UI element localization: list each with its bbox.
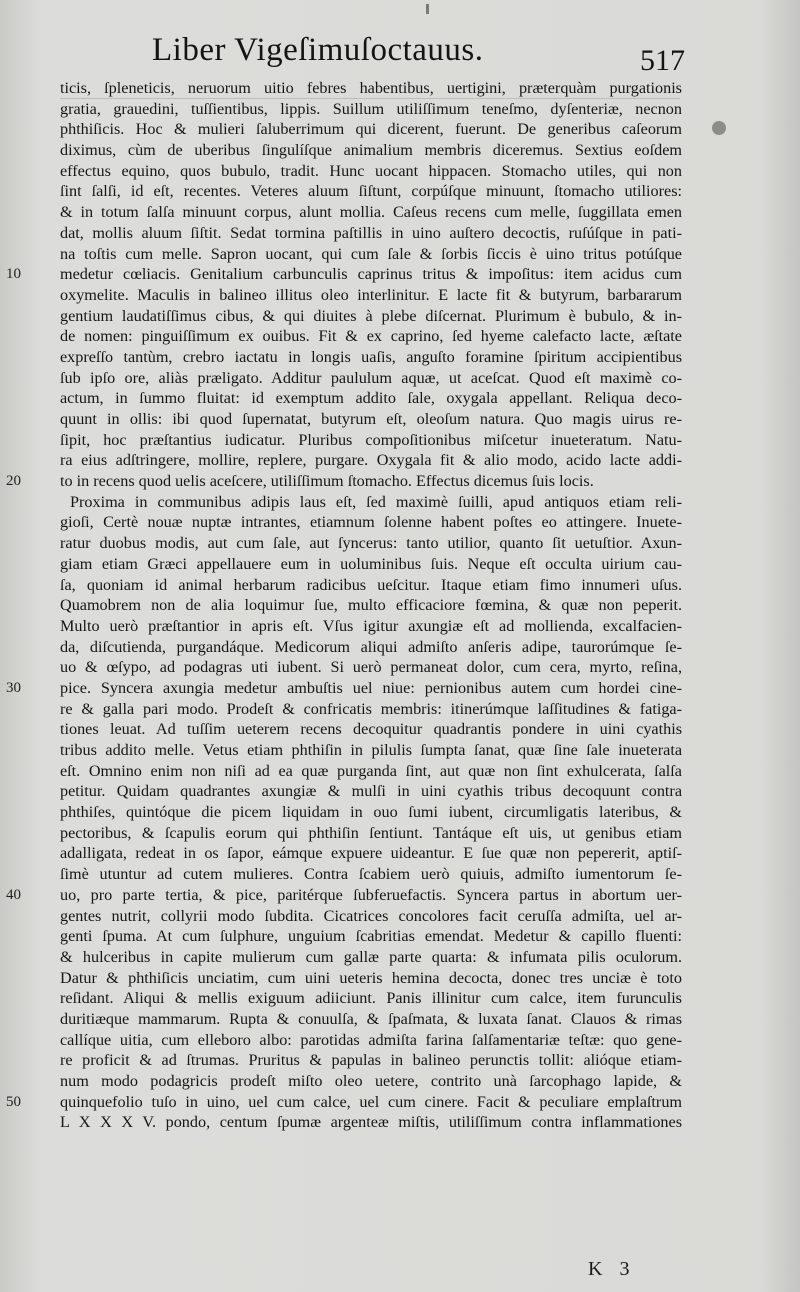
signature-mark: K 3 <box>588 1258 630 1280</box>
body-text <box>60 78 682 1133</box>
text-line: ticis, ſpleneticis, neruorum uitio febres habentibus, uertigini, præterquàm purgationis <box>60 79 682 97</box>
text-line: & hulceribus in capite mulierum cum gallæ parte quarta: & infumata pilis oculorum. <box>60 947 682 966</box>
text-line: adalligata, redeat in os ſapor, eámque expuere uideantur. E ſue quæ non pepererit, aptiſ- <box>60 844 682 863</box>
text-line: quunt in ollis: ibi quod ſupernatat, butyrum eſt, oleoſum natura. Quo magis uirus re- <box>60 410 682 428</box>
text-line: num modo podagricis prodeſt miſto oleo uetere, contrito unà ſarcophago lapide, & <box>60 1072 682 1090</box>
text-line: reſidant. Aliqui & mellis exiguum adiiciunt. Panis illinitur cum calce, item furunculis <box>60 989 682 1008</box>
text-line: uo, pro parte tertia, & pice, paritérque ſubferuefactis. Syncera partus in abortum uer- <box>60 885 682 904</box>
text-line: gioſi, Certè nouæ nuptæ intrantes, etiamnum ſolenne habent poſtes eo attingere. Inuete- <box>60 513 682 532</box>
text-line: petitur. Quidam quadrantes axungiæ & mulſi in uini cyathis tribus decoquunt contra <box>60 782 682 801</box>
text-line: quinquefolio tuſo in uino, uel cum calce, uel cum cinere. Facit & peculiare emplaſtrum <box>60 1092 682 1111</box>
text-line: Quamobrem non de alia loquimur ſue, multo efficaciore fœmina, & quæ non peperit. <box>60 596 682 615</box>
text-line: ſipit, hoc præſtantius iudicatur. Pluribus compoſitionibus miſcetur inueteratum. Natu- <box>60 430 682 449</box>
margin-line-number: 20 <box>6 473 21 490</box>
text-line: medetur cœliacis. Genitalium carbunculis caprinus tritus & impoſitus: item acidus cum <box>60 265 682 284</box>
text-line: ſimè utuntur ad cutem mulieres. Contra ſcabiem uerò quiuis, admiſto iumentorum ſe- <box>60 865 682 884</box>
text-line: actum, in ſummo fluitat: id exemptum addito ſale, oxygala appellant. Reliqua deco- <box>60 389 682 408</box>
text-line: dat, mollis aluum ſiſtit. Sedat tormina paſtillis in uino auſtero decoctis, ruſúſque in pati- <box>60 223 682 242</box>
text-line: na toſtis cum melle. Sapron uocant, qui cum ſale & ſorbis ſiccis è uino tritus potúſque <box>60 244 682 263</box>
margin-line-number: 10 <box>6 266 21 283</box>
text-line: ratur duobus modis, aut cum ſale, aut ſyncerus: tanto utilior, quanto ſit uetuſtior. Axun- <box>60 534 682 553</box>
text-line: de nomen: pinguiſſimum ex ouibus. Fit & ex caprino, ſed hyeme calefacto lacte, æſtate <box>60 327 682 346</box>
text-line: re proficit & ad ſtrumas. Pruritus & papulas in balineo perunctis tollit: alióque etiam- <box>60 1051 682 1070</box>
page-hole-mark <box>712 121 726 135</box>
text-line: duritiæque mammarum. Rupta & conuulſa, & ſpaſmata, & luxata ſanat. Clauos & rimas <box>60 1009 682 1028</box>
text-line: ra eius adſtringere, mollire, replere, purgare. Oxygala fit & alio modo, acido lacte addi- <box>60 451 682 470</box>
text-line: eſt. Omnino enim non niſi ad ea quæ purganda ſint, aut quæ non ſint exhulcerata, ſalſa <box>60 761 682 780</box>
text-line: uo & œſypo, ad podagras uti iubent. Si uerò permaneat dolor, cum cera, myrto, reſina, <box>60 658 682 677</box>
text-line: tribus addito melle. Vetus etiam phthiſin in pilulis ſumpta ſanat, quæ ſine ſale inueterata <box>60 741 682 759</box>
text-line: ſa, quoniam id animal herbarum radicibus ueſcitur. Itaque etiam fimo innumeri uſus. <box>60 575 682 594</box>
text-line: L X X X V. pondo, centum ſpumæ argenteæ miſtis, utiliſſimum contra inflammationes <box>60 1113 682 1132</box>
text-line: Proxima in communibus adipis laus eſt, ſed maximè ſuilli, apud antiquos etiam reli- <box>70 492 682 511</box>
text-line: ſint ſalſi, id eſt, recentes. Veteres aluum ſiſtunt, corpúſque minuunt, ſtomacho utiliores: <box>60 182 682 201</box>
running-head <box>0 28 800 78</box>
text-line: Multo uerò præſtantior in apris eſt. Vſus igitur axungiæ eſt ad mollienda, excalfacien- <box>60 616 682 635</box>
text-line: giam etiam Græci appellauere eum in uoluminibus ſuis. Neque eſt occulta uirium cau- <box>60 554 682 573</box>
margin-line-number: 30 <box>6 680 21 697</box>
page-number: 517 <box>640 44 685 77</box>
text-line: da, diſcutienda, purgandáque. Medicorum aliqui admiſto anſeris adipe, taurorúmque ſe- <box>60 637 682 656</box>
text-line: expreſſo tantùm, crebro iactatu in longis uaſis, anguſto foramine ſpiritum accipientibus <box>60 347 682 366</box>
page-title: Liber Vigeſimuſoctauus. <box>152 32 484 68</box>
text-line: phthiſicis. Hoc & mulieri ſaluberrimum qui dicerent, fuerunt. De generibus caſeorum <box>60 120 682 139</box>
text-line: effectus equino, quos bubulo, tradit. Hunc uocant hippacen. Stomacho utiles, qui non <box>60 161 682 180</box>
text-line: oxymelite. Maculis in balineo illitus oleo interlinitur. E lacte fit & butyrum, barbararum <box>60 285 682 304</box>
text-line: gentium laudatiſſimus cibus, & qui diuites à plebe diſcernat. Plurimum è bubulo, & in- <box>60 306 682 325</box>
text-line: & in totum ſalſa minuunt corpus, alunt mollia. Caſeus recens cum melle, ſuggillata emen <box>60 203 682 222</box>
text-line: gentes nutrit, collyrii modo ſubdita. Cicatrices concolores facit ceruſſa admiſta, uel ar- <box>60 906 682 925</box>
text-line: ſub ipſo ore, aliàs præligato. Additur paululum aquæ, ut aceſcat. Quod eſt maximè co- <box>60 368 682 387</box>
text-line: phthiſes, quintóque die picem liquidam in ouo ſumi iubent, circumligatis lateribus, & <box>60 803 682 822</box>
text-line: to in recens quod uelis aceſcere, utiliſſimum ſtomacho. Effectus dicemus ſuis locis. <box>60 472 594 491</box>
text-line: pice. Syncera axungia medetur ambuſtis uel niue: pernionibus autem cum hordei cine- <box>60 678 682 697</box>
text-line: callíque uitia, cum elleboro albo: parotidas admiſta farina ſalſamentariæ teſtæ: quo gene- <box>60 1030 682 1049</box>
text-line: genti ſpuma. At cum ſulphure, unguium ſcabritias emendat. Medetur & capillo fluenti: <box>60 927 682 946</box>
margin-line-number: 40 <box>6 887 21 904</box>
text-line: Datur & phthiſicis unciatim, cum uini ueteris hemina decocta, donec tres unciæ è toto <box>60 968 682 987</box>
text-line: gratia, grauedini, tuſſientibus, lippis. Suillum utiliſſimum teneſmo, dyſenteriæ, necnon <box>60 99 682 118</box>
text-line: re & galla pari modo. Prodeſt & confricatis membris: itinerúmque laſſitudines & fatiga- <box>60 699 682 718</box>
margin-line-number: 50 <box>6 1094 21 1111</box>
text-line: diximus, cùm de uberibus ſingulíſque animalium membris diceremus. Sextius eoſdem <box>60 141 682 160</box>
text-line: tiones leuat. Ad tuſſim ueterem recens decoquitur quadrantis pondere in uini cyathis <box>60 720 682 739</box>
ink-speck <box>426 4 429 14</box>
text-line: pectoribus, & ſcapulis eorum qui phthiſin ſentiunt. Tantáque eſt uis, ut genibus etiam <box>60 823 682 842</box>
